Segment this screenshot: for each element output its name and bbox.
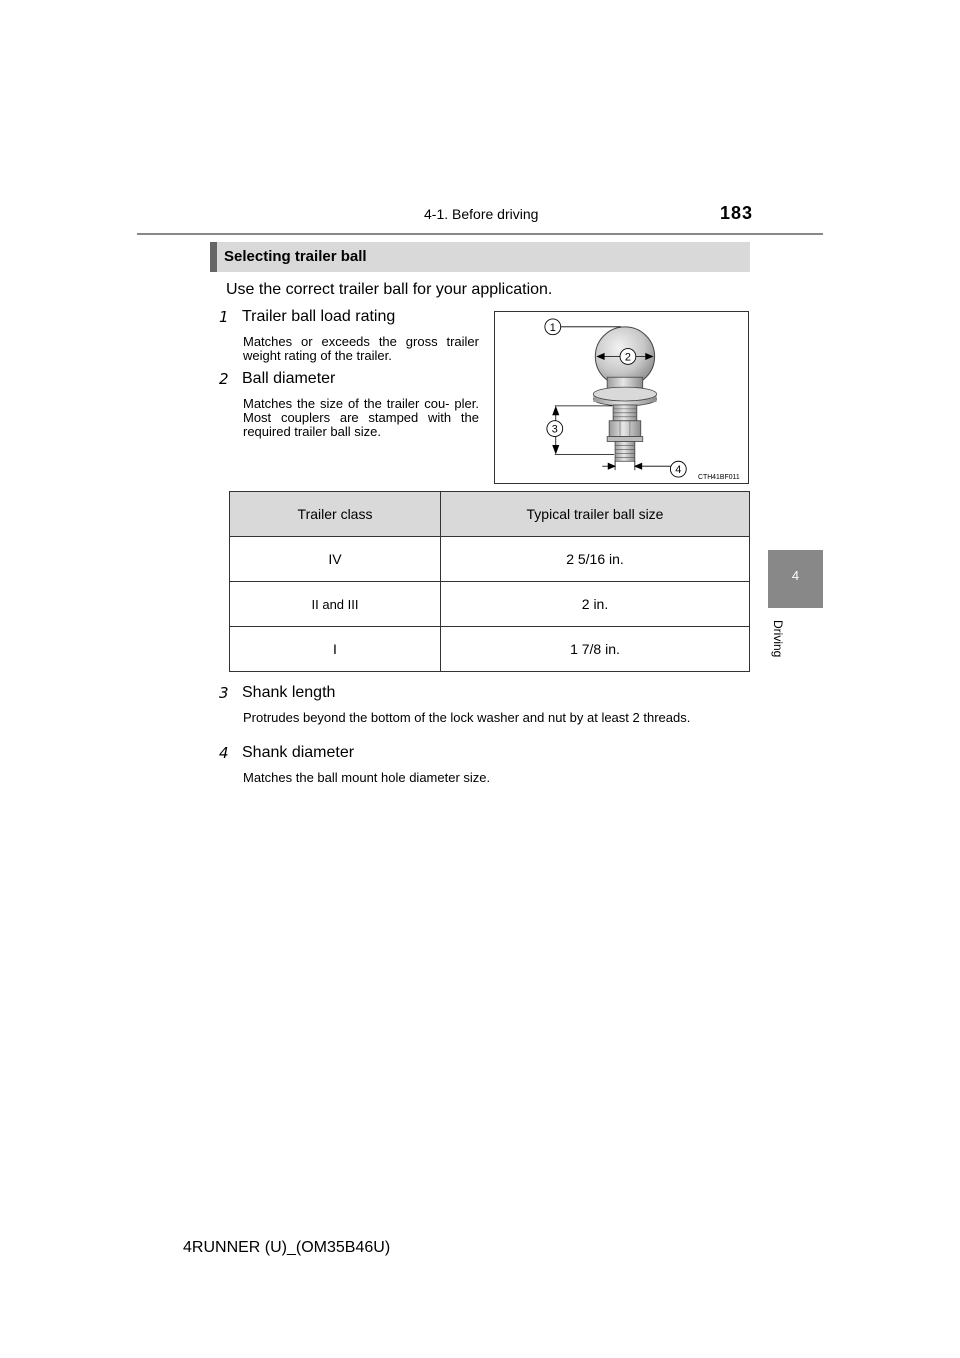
item-number: 2 <box>219 370 229 388</box>
page-number: 183 <box>720 203 754 223</box>
item-body: Protrudes beyond the bottom of the lock washer and nut by at least 2 threads. <box>243 710 691 725</box>
running-header-section: 4-1. Before driving <box>424 206 539 222</box>
item-number: 3 <box>219 684 229 702</box>
section-intro: Use the correct trailer ball for your application. <box>226 281 553 298</box>
item-title: Trailer ball load rating <box>242 308 396 325</box>
table-cell: 2 in. <box>441 582 750 627</box>
item-body: Matches or exceeds the gross trailer weight rating of the trailer. <box>243 334 479 363</box>
item-title: Shank length <box>242 684 336 701</box>
table-row <box>230 537 750 582</box>
trailer-ball-figure <box>494 311 749 484</box>
callout-3: 3 <box>551 423 558 436</box>
item-number: 4 <box>219 744 229 762</box>
header-rule <box>137 233 823 235</box>
trailer-ball-size-table <box>229 491 750 672</box>
footer-model: 4RUNNER (U)_(OM35B46U) <box>183 1239 391 1256</box>
table-cell: 2 5/16 in. <box>441 537 750 582</box>
item-body: Matches the size of the trailer cou- pler. Most couplers are stamped with the required trailer ball size. <box>243 396 479 439</box>
chapter-label-wrap <box>763 620 787 680</box>
table-row <box>230 627 750 672</box>
table-cell: IV <box>230 537 441 582</box>
item-number: 1 <box>219 308 229 326</box>
table-cell: 1 7/8 in. <box>441 627 750 672</box>
callout-1: 1 <box>549 321 556 334</box>
table-row <box>230 582 750 627</box>
table-cell: II and III <box>230 582 441 627</box>
figure-code: CTH41BF011 <box>698 474 740 482</box>
table-header-cell: Trailer class <box>230 492 441 537</box>
table-cell: I <box>230 627 441 672</box>
callout-2: 2 <box>624 351 631 364</box>
section-title: Selecting trailer ball <box>224 248 367 265</box>
item-body: Matches the ball mount hole diameter size. <box>243 770 491 785</box>
chapter-number: 4 <box>791 568 800 583</box>
item-title: Ball diameter <box>242 370 336 387</box>
trailer-ball-diagram <box>495 312 748 483</box>
item-title: Shank diameter <box>242 744 355 761</box>
table-header-row <box>230 492 750 537</box>
callout-4: 4 <box>675 464 682 477</box>
table-header-cell: Typical trailer ball size <box>441 492 750 537</box>
section-title-accent <box>210 242 217 272</box>
chapter-label: Driving <box>771 620 785 658</box>
